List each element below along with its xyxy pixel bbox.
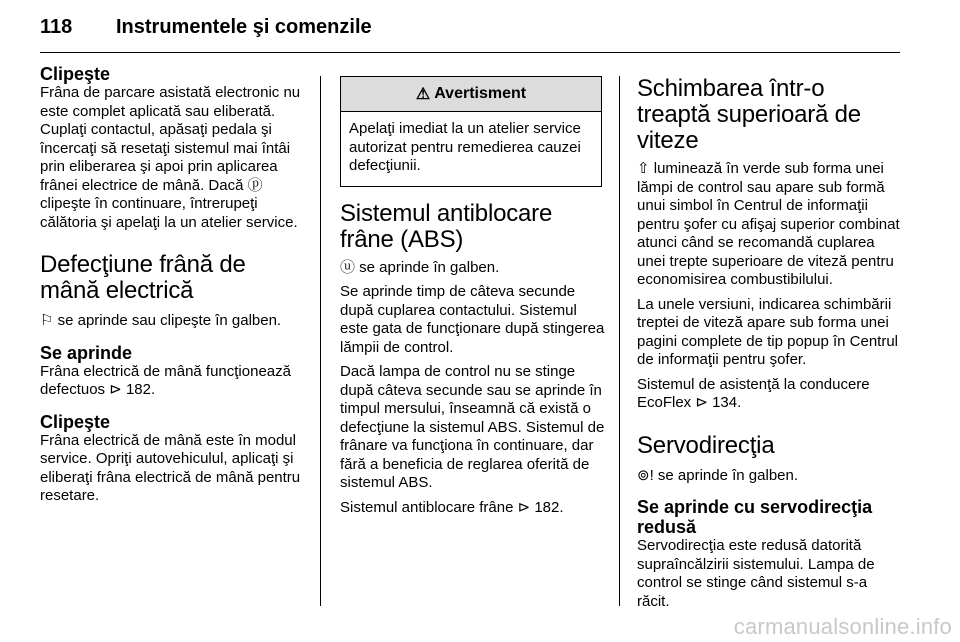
heading-se-aprinde: Se aprinde: [40, 342, 133, 363]
column-3: [637, 76, 903, 611]
warning-text: Apelaţi imediat la un atelier service autorizat pentru remedierea cauzei defecţiunii.: [349, 120, 581, 174]
heading-clipeste-2: Clipeşte: [40, 411, 111, 432]
paragraph-schimbare-1: ⇧ luminează în verde sub forma unei lămpi de control sau apare sub formă unui simbol în Centrul de informaţii pentru şofer cu afişaj superior combinat atunci când se recomandă cuplarea unei trepte superioare de viteză pentru economisirea combustibilului.: [637, 160, 900, 288]
heading-servodirectia-redusa: Se aprinde cu servodirecţia redusă: [637, 497, 873, 537]
column-divider: [619, 76, 620, 606]
warning-title: Avertisment: [434, 85, 527, 102]
heading-abs: Sistemul antiblocare frâne (ABS): [340, 199, 553, 253]
heading-defectiune: Defecţiune frână de mână electrică: [40, 251, 246, 304]
paragraph-schimbare-3: Sistemul de asistenţă la conducere EcoFlex ⊳ 134.: [637, 375, 870, 411]
paragraph-abs-2: Se aprinde timp de câteva secunde după cuplarea contactului. Sistemul este gata de funcţionare după stingerea lămpii de control.: [340, 283, 605, 356]
page-header: [40, 14, 900, 53]
paragraph-se-aprinde: Frâna electrică de mână funcţionează defectuos ⊳ 182.: [40, 362, 291, 398]
heading-schimbare: Schimbarea într-o treaptă superioară de viteze: [637, 75, 861, 154]
heading-servodirectia: Servodirecţia: [637, 431, 775, 459]
heading-clipeste: Clipeşte: [40, 64, 111, 84]
paragraph-clipeste: Frâna de parcare asistată electronic nu este complet aplicată sau eliberată. Cuplaţi contactul, apăsaţi pedala şi încercaţi să resetaţi sistemul mai întâi prin eliberarea şi apoi prin aplicarea frânei electrice de mână. Dacă ⓟ clipeşte în continuare, întrerupeţi călătoria şi apelaţi la un atelier service.: [40, 84, 301, 231]
warning-box: [340, 76, 602, 187]
column-2: [340, 76, 606, 517]
paragraph-servodirectia: ⊚! se aprinde în galben.: [637, 466, 799, 484]
warning-header: [341, 77, 601, 112]
warning-icon: ⚠: [415, 86, 431, 103]
paragraph-abs-4: Sistemul antiblocare frâne ⊳ 182.: [340, 498, 564, 516]
paragraph-schimbare-2: La unele versiuni, indicarea schimbării treptei de viteză apare sub forma unei pagini complete de tip popup în Centrul de informaţii pentru şofer.: [637, 295, 899, 368]
paragraph-defectiune: ⚐ se aprinde sau clipeşte în galben.: [40, 312, 282, 329]
paragraph-clipeste-2: Frâna electrică de mână este în modul service. Opriţi autovehiculul, aplicaţi şi eliberaţi frâna electrică de mână pentru resetare.: [40, 431, 301, 504]
column-1: [40, 64, 306, 506]
paragraph-abs-3: Dacă lampa de control nu se stinge după câteva secunde sau se aprinde în timpul mersului, înseamnă că există o defecţiune la sistemul ABS. Sistemul de frânare va funcţiona în continuare, dar fără a beneficia de reglarea oferită de sistemul ABS.: [340, 363, 605, 491]
paragraph-servodirectia-redusa: Servodirecţia este redusă datorită supraîncălzirii sistemului. Lampa de control se stinge când sistemul s-a răcit.: [637, 537, 875, 610]
warning-body: [341, 112, 601, 186]
page-number: 118: [40, 16, 73, 38]
watermark: carmanualsonline.info: [733, 614, 952, 639]
paragraph-abs-1: ⓤ se aprinde în galben.: [340, 258, 500, 276]
column-divider: [320, 76, 321, 606]
chapter-title: Instrumentele şi comenzile: [116, 16, 372, 38]
